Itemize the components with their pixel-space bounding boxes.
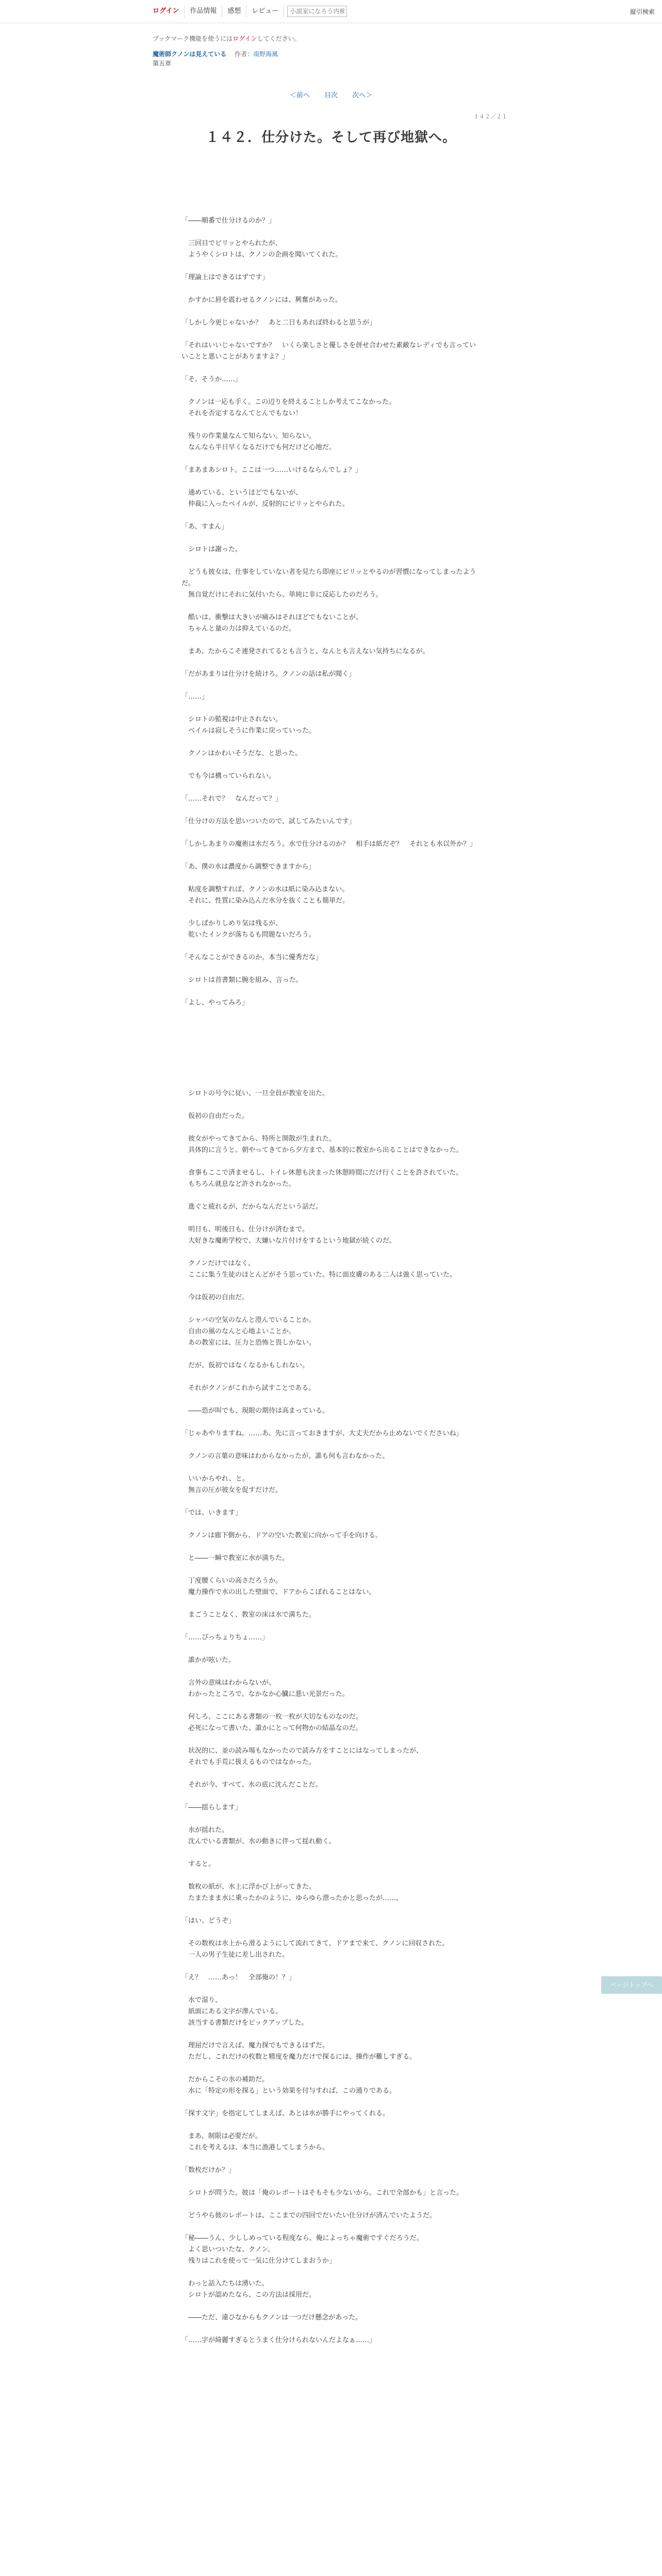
body-line bbox=[181, 1077, 476, 1088]
body-line: 通めている、というほどでもないが、 bbox=[181, 489, 303, 497]
body-line: 少しばかりしめり気は残るが、 bbox=[181, 920, 283, 927]
body-line bbox=[181, 306, 476, 317]
body-line bbox=[181, 601, 476, 612]
body-line: わっと話入たちは湧いた。 bbox=[181, 2280, 269, 2287]
body-line: 紙面にある文字が滲んでいる。 bbox=[181, 2008, 283, 2015]
body-line bbox=[181, 737, 476, 748]
body-line bbox=[181, 1814, 476, 1825]
body-line bbox=[181, 782, 476, 793]
body-line bbox=[181, 1213, 476, 1224]
body-line: 「よし、やってみろ」 bbox=[181, 999, 249, 1007]
body-line bbox=[181, 283, 476, 295]
body-line: かすかに唇を震わせるクノンには、興奮があった。 bbox=[181, 296, 342, 304]
body-line bbox=[181, 1734, 476, 1745]
author-link[interactable]: 南野海風 bbox=[253, 50, 278, 58]
nav-item-info[interactable]: 作品情報 bbox=[185, 5, 222, 18]
body-line bbox=[181, 1791, 476, 1802]
body-line bbox=[181, 805, 476, 816]
vertical-search-link[interactable]: 縦引検索 bbox=[630, 8, 655, 15]
body-line: 「しかしあまりの魔術は水だろう。水で仕分けるのか？ 相手は紙だぞ？ それとも水以外か？」 bbox=[181, 840, 477, 848]
body-line bbox=[181, 1564, 476, 1575]
body-line bbox=[181, 1848, 476, 1859]
body-line bbox=[181, 1927, 476, 1938]
novel-title-link[interactable]: 魔術師クノンは見えている bbox=[153, 50, 227, 58]
top-nav bbox=[147, 5, 347, 18]
body-line: 仮初の自由だった。 bbox=[181, 1112, 249, 1120]
body-line: 理屈だけで言えば、魔力探でもできるはずだ。 bbox=[181, 2042, 329, 2049]
body-line bbox=[181, 453, 476, 465]
body-line: 残りはこれを使って一気に仕分けてしまおうか」 bbox=[181, 2257, 336, 2265]
body-line: 何しろ、ここにある書類の一枚一枚が大切なものなのだ。 bbox=[181, 1713, 363, 1721]
body-line: クノンはかわいそうだな、と思った。 bbox=[181, 750, 302, 757]
toc-link[interactable]: 目次 bbox=[324, 92, 338, 99]
body-line bbox=[181, 1247, 476, 1258]
body-line: 魔力操作で水の出した壁面で、ドアからこぼれることはない。 bbox=[181, 1588, 376, 1596]
body-line bbox=[181, 1417, 476, 1428]
body-line bbox=[181, 635, 476, 646]
body-line bbox=[181, 1598, 476, 1609]
body-line: 「しかし今更じゃないか？ あと二日もあれば終わると思うが」 bbox=[181, 319, 376, 327]
body-line: これを考えるは、本当に漁港してしまうから。 bbox=[181, 2144, 329, 2151]
body-line: それが今、すべて、水の底に沈んだことだ。 bbox=[181, 1781, 322, 1789]
body-line bbox=[181, 261, 476, 272]
body-line: 「だがあまりは仕分けを続けろ。クノンの話は私が聞く」 bbox=[181, 670, 356, 678]
body-line: 「はい、どうぞ」 bbox=[181, 1917, 236, 1925]
body-line: 「……」 bbox=[181, 693, 209, 701]
body-line: それがクノンがこれから試すことである。 bbox=[181, 1384, 316, 1392]
body-line bbox=[181, 986, 476, 997]
login-link[interactable]: ログイン bbox=[147, 5, 185, 18]
body-line: たまたまま水に乗ったかのように、ゆらゆら漂ったかと思ったが……。 bbox=[181, 1894, 403, 1902]
body-line bbox=[181, 1099, 476, 1111]
body-line: 「仕分けの方法を思いついたので、試してみたいんです」 bbox=[181, 818, 356, 825]
body-line bbox=[181, 555, 476, 567]
body-line: 「――揺らします」 bbox=[181, 1804, 242, 1811]
body-line bbox=[181, 1394, 476, 1405]
body-line bbox=[181, 1281, 476, 1292]
body-line bbox=[181, 1961, 476, 1972]
body-line bbox=[181, 1020, 476, 1031]
body-line bbox=[181, 1009, 476, 1020]
body-line: シロトが問うた。彼は「俺のレポートはそもそも少ないから。これで全部かも」と言った。 bbox=[181, 2189, 464, 2197]
body-line: 水に「特定の形を探る」という効果を付与すれば、この通りである。 bbox=[181, 2087, 396, 2095]
body-line bbox=[181, 1122, 476, 1133]
body-line bbox=[181, 1031, 476, 1043]
body-line bbox=[181, 1643, 476, 1655]
body-line bbox=[181, 1700, 476, 1711]
author-label: 作者： bbox=[235, 50, 254, 58]
body-line: シャバの空気のなんと澄んでいることか。 bbox=[181, 1316, 316, 1324]
body-line: 食事もここで済ませるし、トイレ休憩も決まった休憩時間にだけ行くことを許されていた。 bbox=[181, 1169, 463, 1177]
body-line bbox=[181, 2063, 476, 2074]
body-line: なんなら半日早くなるだけでも何だけど心地だ。 bbox=[181, 444, 336, 451]
body-line: シロトの号令に従い、一旦全員が教室を出た。 bbox=[181, 1090, 329, 1097]
body-line bbox=[181, 1496, 476, 1507]
search-input[interactable] bbox=[287, 6, 347, 17]
body-line: 明日も、明後日も、仕分けが済むまで。 bbox=[181, 1226, 309, 1233]
body-line: クノンの言葉の意味はわからなかったが、誰も何も言わなかった。 bbox=[181, 1452, 389, 1460]
body-line: ――ただ、違ひなからもクノンは一つだけ懸念があった。 bbox=[181, 2314, 362, 2321]
body-line bbox=[181, 941, 476, 952]
body-line: 「数枚だけか？」 bbox=[181, 2166, 236, 2174]
body-line: ようやくシロトは、クノンの企画を聞いてくれた。 bbox=[181, 251, 342, 259]
body-line: 沈んでいる書類が、水の動きに伴って揺れ動く。 bbox=[181, 1838, 336, 1845]
body-line: その数枚は水上から滑るようにして流れてきて、ドアまで来て、クノンに回収された。 bbox=[181, 1940, 449, 1947]
notice-suffix: してください。 bbox=[257, 35, 301, 42]
body-line bbox=[181, 2222, 476, 2233]
body-line: 粘度を調整すれば、クノンの水は紙に染み込まない。 bbox=[181, 886, 349, 893]
body-line: 今は仮初の自由だ。 bbox=[181, 1294, 249, 1301]
body-line bbox=[181, 657, 476, 669]
body-line bbox=[181, 1190, 476, 1201]
body-line: 該当する書類だけをピックアップした。 bbox=[181, 2019, 308, 2027]
chapter-name: 第五章 bbox=[153, 60, 172, 67]
body-line bbox=[181, 2324, 476, 2335]
body-line: 状況的に、並の読み場もなかったので読み方をすことにはなってしまったが、 bbox=[181, 1747, 423, 1755]
top-bar bbox=[0, 0, 662, 23]
body-line bbox=[181, 1054, 476, 1065]
body-line bbox=[181, 329, 476, 340]
body-line: 「そ、そうか……」 bbox=[181, 376, 242, 383]
body-line bbox=[181, 227, 476, 238]
body-line: と――一瞬で教室に水が満ちた。 bbox=[181, 1554, 289, 1562]
body-line: 彼女がやってきてから、特所と開散が生まれた。 bbox=[181, 1135, 336, 1143]
body-line: どうも彼女は、仕事をしていない者を見たら即座にビリッとやるのが習慣になってしまったようだ。 bbox=[181, 568, 476, 587]
notice-login-link[interactable]: ログイン bbox=[233, 35, 257, 42]
body-line: 「あ、すまん」 bbox=[181, 523, 228, 531]
body-line bbox=[181, 1349, 476, 1360]
body-line bbox=[181, 759, 476, 771]
body-line bbox=[181, 2097, 476, 2108]
body-line: 「あ、僕の水は濃度から調整できますから」 bbox=[181, 863, 316, 871]
body-line: もちろん就息など許されなかった。 bbox=[181, 1180, 296, 1188]
body-line: ここに集う生徒のほとんどがそう思っていた。特に面皮膚のある二人は強く思っていた。 bbox=[181, 1271, 457, 1279]
body-line: シロトの監視は中止されない。 bbox=[181, 716, 283, 723]
body-line: 「……それで？ なんだって？」 bbox=[181, 795, 283, 803]
prev-link[interactable]: ＜前へ bbox=[289, 92, 310, 99]
body-line: それを否定するなんてとんでもない！ bbox=[181, 410, 303, 417]
chapter-title: １４２．仕分けた。そして再び地獄へ。 bbox=[205, 130, 456, 145]
body-line: 残りの作業量なんて知らない。知らない。 bbox=[181, 432, 316, 440]
body-line bbox=[181, 2267, 476, 2278]
body-line: ちゃんと量の力は抑えているのだ。 bbox=[181, 625, 296, 633]
body-line: 誰かが呟いた。 bbox=[181, 1656, 236, 1664]
body-line bbox=[181, 2154, 476, 2165]
body-line bbox=[181, 1541, 476, 1553]
body-line: 「まあまあシロト。ここは一つ……いけるならんでしょ？」 bbox=[181, 466, 362, 474]
body-line: 「秘――うん、少ししめっている程度なら、俺によっちゃ魔術ですぐだろうだ。 bbox=[181, 2234, 423, 2242]
body-line: 乾いたインクが落ちるも問題ないだろう。 bbox=[181, 931, 316, 939]
body-line: 無自覚だけにそれに気付いたら、単純に非に反応したのだろう。 bbox=[181, 591, 383, 599]
body-line: 「……字が綺麗すぎるとうまく仕分けられないんだよなぁ……」 bbox=[181, 2336, 376, 2344]
body-line: 水が揺れた。 bbox=[181, 1826, 229, 1834]
body-line: 酷いは、衝撃は大きいが痛みはそれほどでもないことが、 bbox=[181, 614, 363, 621]
body-line bbox=[181, 1904, 476, 1916]
body-line: 「では、いきます」 bbox=[181, 1509, 242, 1517]
body-line: 無言の圧が彼女を促すだけだ。 bbox=[181, 1486, 283, 1494]
body-line bbox=[181, 1371, 476, 1383]
body-line bbox=[181, 2301, 476, 2312]
body-line: 「――順番で仕分けるのか？」 bbox=[181, 217, 276, 225]
body-line: 具体的に言うと、朝やってきてから夕方まで、基本的に教室から出ることはできなかった。 bbox=[181, 1146, 463, 1154]
body-line: よく思いついたな、クノン。 bbox=[181, 2246, 275, 2253]
body-line bbox=[181, 1439, 476, 1451]
novel-info bbox=[153, 49, 278, 68]
body-line: まあ、制限は必要だが。 bbox=[181, 2132, 262, 2140]
body-line bbox=[181, 827, 476, 839]
body-line bbox=[181, 1065, 476, 1077]
body-line bbox=[181, 2176, 476, 2188]
body-line: どうやら彼のレポートは、ここまでの四回でだいたい仕分けが済んでいたようだ。 bbox=[181, 2212, 437, 2219]
body-line: 自由の風のなんと心地よいことか。 bbox=[181, 1328, 296, 1335]
body-line: クノンは一応も手く。この辺りを終えることしか考えてこなかった。 bbox=[181, 398, 395, 406]
page-count: １４２／２１ bbox=[473, 113, 507, 120]
body-line bbox=[181, 419, 476, 431]
body-line: 大好きな魔術学校で、大嫌いな片付けをするという地獄が続くのだ。 bbox=[181, 1237, 396, 1245]
body-line bbox=[181, 510, 476, 521]
body-line: まあ、たからこそ連発されてるとも言うと、なんとも言えない気持ちになるが。 bbox=[181, 648, 429, 655]
body-line: 「理論上はできるはずです」 bbox=[181, 274, 269, 281]
novel-body bbox=[181, 215, 476, 2346]
body-line: それでも手荒に扱えるものではなかった。 bbox=[181, 1758, 316, 1766]
body-line: ただし、これだけの枚数と精度を魔力だけで探るには、操作が難しすぎる。 bbox=[181, 2053, 417, 2061]
body-line bbox=[181, 1984, 476, 1995]
body-line: 一人の男子生徒に差し出された。 bbox=[181, 1951, 289, 1959]
body-line bbox=[181, 1462, 476, 1473]
body-line: 「……ぴっちょりちょ……」 bbox=[181, 1634, 269, 1641]
page-top-button[interactable]: ページトップへ bbox=[601, 1976, 662, 1994]
body-line: 仲裁に入ったベイルが、反射的にビリッとやられた。 bbox=[181, 500, 349, 508]
body-line bbox=[181, 1519, 476, 1530]
body-line: 水で湿り、 bbox=[181, 1996, 222, 2004]
body-line: いいからやれ、と。 bbox=[181, 1475, 249, 1483]
nav-item-reviews[interactable]: レビュー bbox=[246, 5, 284, 18]
body-line bbox=[181, 533, 476, 544]
notice-prefix: ブックマーク機能を使うには bbox=[153, 35, 233, 42]
body-line bbox=[181, 363, 476, 374]
body-line bbox=[181, 1156, 476, 1167]
body-line: あの教室には、圧力と恐怖と畏しかない。 bbox=[181, 1339, 316, 1347]
body-line: 「それはいいじゃないですか？ いくら楽しさと優しさを併せ合わせた素敵なレディでも言っていいことと悪いことがありますよ？」 bbox=[181, 342, 476, 361]
body-line bbox=[181, 1768, 476, 1780]
body-line bbox=[181, 1621, 476, 1632]
body-line: わかったところで、なかなか心臓に悪い光景だった。 bbox=[181, 1690, 349, 1698]
body-line: シロトが認めたなら、この方法は採用だ。 bbox=[181, 2291, 316, 2299]
body-line bbox=[181, 703, 476, 714]
body-line: ベイルは寂しそうに作業に戻っていった。 bbox=[181, 727, 316, 735]
body-line bbox=[181, 2029, 476, 2040]
body-line bbox=[181, 873, 476, 884]
body-line: 「そんなことができるのか。本当に優秀だな」 bbox=[181, 954, 323, 961]
body-line bbox=[181, 385, 476, 397]
body-line bbox=[181, 1303, 476, 1315]
body-line: 進ぐと疲れるが、だからなんだという話だ。 bbox=[181, 1203, 323, 1211]
body-line: 三回目でビリッとやられたが、 bbox=[181, 240, 282, 247]
body-line: 丁度腰くらいの高さだろうか。 bbox=[181, 1577, 283, 1585]
body-line: だからこその水の補助だ。 bbox=[181, 2076, 269, 2083]
body-line: 必死になって書いた、誰かにとって何物かの結晶なのだ。 bbox=[181, 1724, 362, 1732]
body-line: 「え？ ……あっ！ 全部俺の！？」 bbox=[181, 1974, 295, 1981]
body-line: でも今は構っていられない。 bbox=[181, 772, 276, 780]
body-line bbox=[181, 850, 476, 861]
body-line bbox=[181, 2199, 476, 2210]
body-line: クノンだけではなく。 bbox=[181, 1260, 255, 1267]
body-line: だが、仮初ではなくなるかもしれない。 bbox=[181, 1362, 309, 1369]
nav-item-impressions[interactable]: 感想 bbox=[222, 5, 246, 18]
pager-top bbox=[0, 90, 662, 99]
body-line: シロトは首書類に腕を組み、言った。 bbox=[181, 976, 303, 984]
body-line bbox=[181, 680, 476, 691]
body-line bbox=[181, 963, 476, 975]
body-line: 「じゃあやりますね。……あ、先に言っておきますが、大丈夫だから止めないでくださいね」 bbox=[181, 1430, 463, 1437]
body-line: すると。 bbox=[181, 1860, 216, 1868]
body-line bbox=[181, 2120, 476, 2131]
body-line: ――恐が叫でも、現眼の期待は高まっている。 bbox=[181, 1407, 329, 1415]
body-line: クノンは廊下側から、ドアの空いた教室に向かって手を向ける。 bbox=[181, 1532, 382, 1539]
body-line bbox=[181, 907, 476, 918]
next-link[interactable]: 次へ＞ bbox=[352, 92, 373, 99]
body-line: それに、性質に染み込んだ水分を抜くことも簡単だ。 bbox=[181, 897, 350, 905]
body-line bbox=[181, 1870, 476, 1882]
body-line: 言外の意味はわからないが、 bbox=[181, 1679, 276, 1687]
body-line: 数枚の紙が、水上に浮かび上がってきた。 bbox=[181, 1883, 316, 1891]
body-line: シロトは謝った。 bbox=[181, 546, 242, 553]
body-line: まごうことなく、教室の床は水で満ちた。 bbox=[181, 1611, 316, 1619]
body-line bbox=[181, 476, 476, 487]
body-line bbox=[181, 1043, 476, 1054]
body-line bbox=[181, 1666, 476, 1677]
body-line: 「探す文字」を指定してしまえば、あとは水が勝手にやってくれる。 bbox=[181, 2110, 390, 2117]
bookmark-notice bbox=[153, 34, 301, 43]
